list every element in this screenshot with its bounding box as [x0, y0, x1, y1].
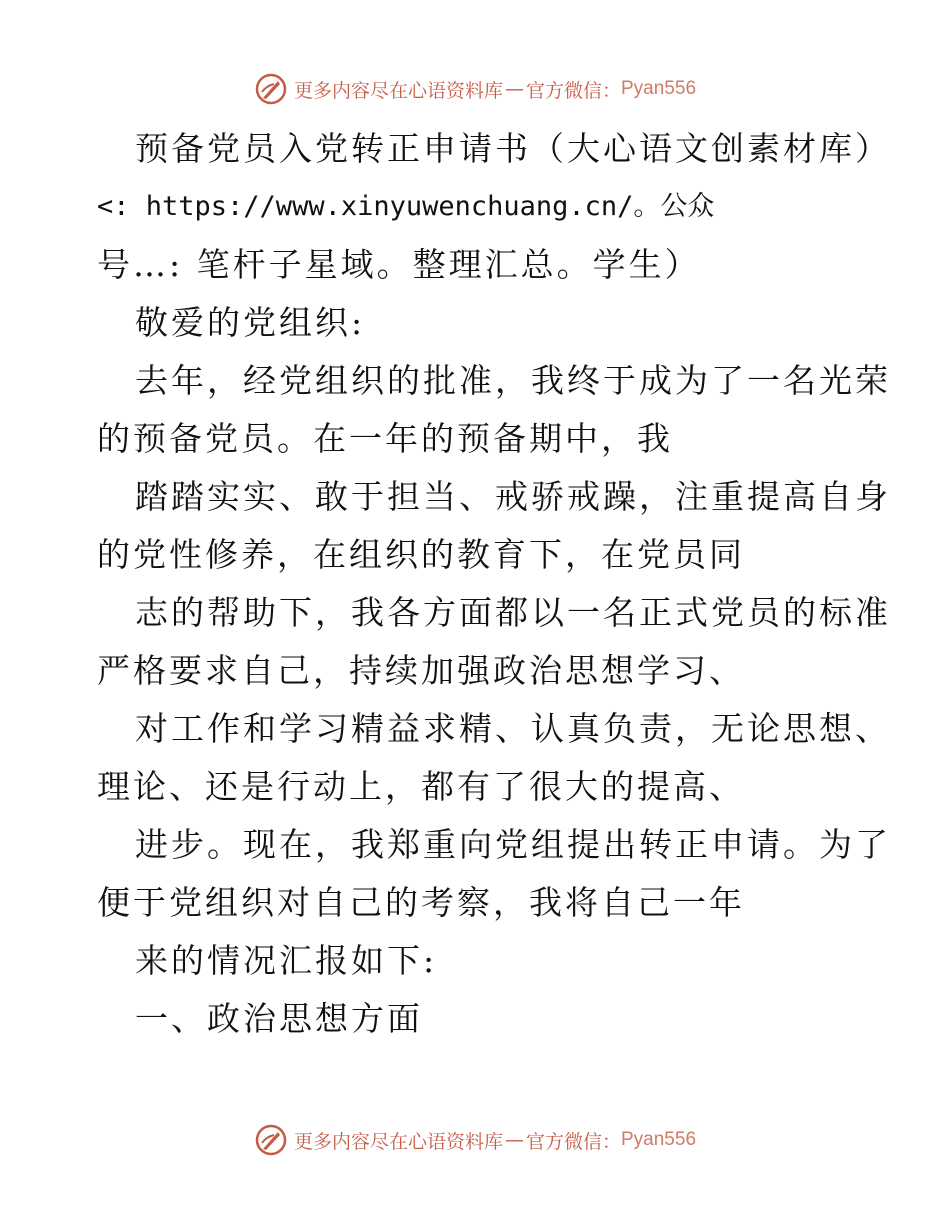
watermark-wechat-label: 官方微信：: [525, 1130, 621, 1153]
header-watermark: [0, 71, 950, 107]
paragraph-line: 理论、还是行动上，都有了很大的提高、: [97, 767, 745, 806]
paragraph-line: 严格要求自己，持续加强政治思想学习、: [97, 651, 745, 690]
salutation: 敬爱的党组织:: [135, 303, 366, 342]
paragraph-line: 去年，经党组织的批准，我终于成为了一名光荣: [135, 361, 891, 400]
quill-logo-icon: [254, 1123, 288, 1157]
paragraph-line: 的党性修养，在组织的教育下，在党员同: [97, 535, 745, 574]
paragraph-line: 来的情况汇报如下:: [135, 941, 438, 980]
paragraph-line: 对工作和学习精益求精、认真负责，无论思想、: [135, 709, 891, 748]
document-body: [97, 120, 891, 1048]
paragraph-line: 踏踏实实、敢于担当、戒骄戒躁，注重提高自身: [135, 477, 891, 516]
paragraph-line: 志的帮助下，我各方面都以一名正式党员的标准: [135, 593, 891, 632]
footer-watermark: [0, 1122, 950, 1158]
paragraph-line: 进步。现在，我郑重向党组提出转正申请。为了: [135, 825, 891, 864]
paragraph-line: 便于党组织对自己的考察，我将自己一年: [97, 883, 745, 922]
watermark-wechat-id: Pyan556: [621, 1129, 697, 1150]
watermark-text: 更多内容尽在心语资料库: [293, 79, 503, 102]
watermark-text: 更多内容尽在心语资料库: [293, 1130, 503, 1153]
watermark-wechat-label: 官方微信：: [525, 79, 621, 102]
document-line: <: https://www.xinyuwenchuang.cn/。公众: [97, 191, 715, 222]
section-heading: 一、政治思想方面: [135, 999, 423, 1038]
watermark-wechat-id: Pyan556: [621, 78, 697, 99]
paragraph-line: 的预备党员。在一年的预备期中，我: [97, 419, 673, 458]
watermark-dash: —: [504, 78, 524, 100]
quill-logo-icon: [254, 72, 288, 106]
document-line: 号…: 笔杆子星域。整理汇总。学生）: [97, 245, 701, 284]
watermark-dash: —: [504, 1129, 524, 1151]
document-title: 预备党员入党转正申请书（大心语文创素材库）: [135, 129, 891, 168]
